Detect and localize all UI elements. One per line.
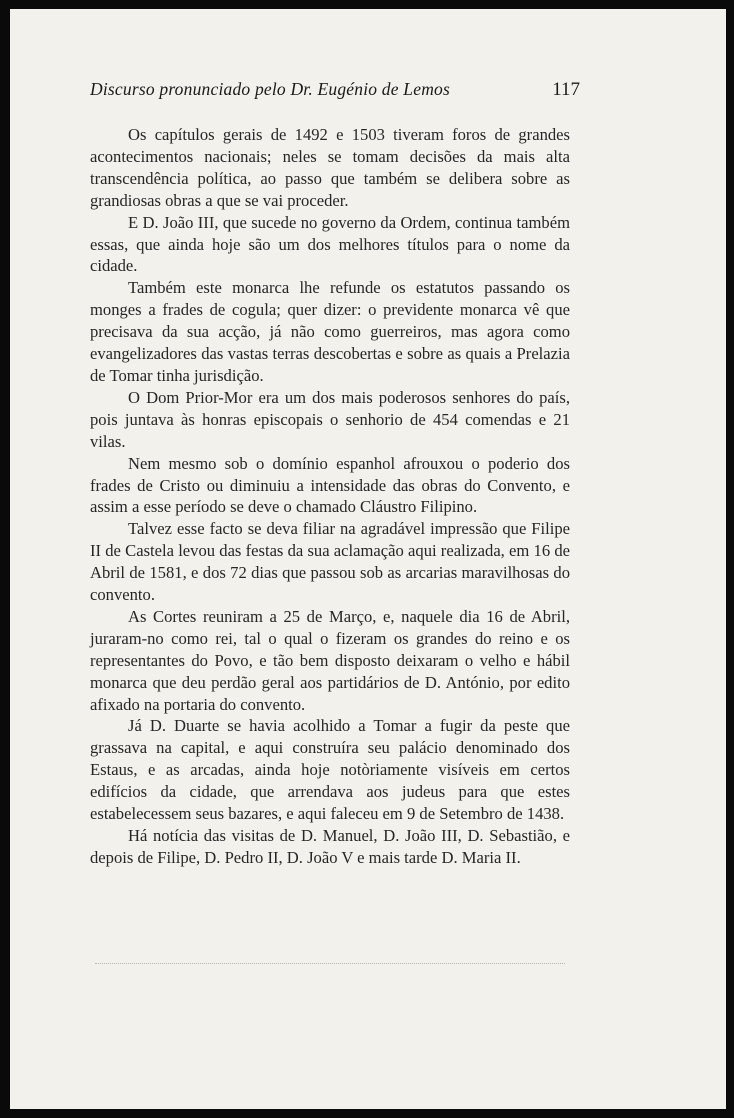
paragraph: Os capítulos gerais de 1492 e 1503 tiveram foros de grandes acontecimentos nacionais; neles se tomam decisões da mais alta transcendência política, ao passo que também se delibera sobre as grandiosas obras a que se vai proceder.	[90, 125, 570, 210]
paragraph: Talvez esse facto se deva filiar na agradável impressão que Filipe II de Castela levou das festas da sua aclamação aqui realizada, em 16 de Abril de 1581, e dos 72 dias que passou sob as arcarias maravilhosas do convento.	[90, 519, 570, 605]
paragraph: Nem mesmo sob o domínio espanhol afrouxou o poderio dos frades de Cristo ou diminuiu a intensidade das obras do Convento, e assim a esse período se deve o chamado Cláustro Filipino.	[90, 453, 570, 517]
paragraph: Há notícia das visitas de D. Manuel, D. João III, D. Sebastião, e depois de Filipe, D. Pedro II, D. João V e mais tarde D. Maria II.	[90, 826, 570, 867]
paragraph: Já D. Duarte se havia acolhido a Tomar a fugir da peste que grassava na capital, e aqui construíra seu palácio denominado dos Estaus, e as arcadas, ainda hoje notòriamente visíveis em certos edifícios da cidade, que arrendava aos judeus para que estes estabelecessem seus bazares, e aqui faleceu em 9 de Setembro de 1438.	[90, 716, 570, 824]
book-page	[10, 9, 726, 1109]
paragraph: E D. João III, que sucede no governo da Ordem, continua também essas, que ainda hoje são um dos melhores títulos para o nome da cidade.	[90, 212, 570, 276]
paragraph: Também este monarca lhe refunde os estatutos passando os monges a frades de cogula; quer dizer: o previdente monarca vê que precisava da sua acção, já não como guerreiros, mas agora como evangelizadores das vastas terras descobertas e sobre as quais a Prelazia de Tomar tinha jurisdição.	[90, 278, 570, 385]
footer-divider	[95, 963, 565, 964]
running-title: Discurso pronunciado pelo Dr. Eugénio de Lemos	[90, 79, 450, 99]
page-number: 117	[552, 79, 580, 100]
running-header	[90, 79, 580, 101]
paragraph: O Dom Prior-Mor era um dos mais poderosos senhores do país, pois juntava às honras episcopais o senhorio de 454 comendas e 21 vilas.	[90, 387, 570, 451]
paragraph: As Cortes reuniram a 25 de Março, e, naquele dia 16 de Abril, juraram-no como rei, tal o qual o fizeram os grandes do reino e os representantes do Povo, e tão bem disposto deixaram o velho e hábil monarca que deu perdão geral aos partidários de D. António, por edito afixado na portaria do convento.	[90, 606, 570, 714]
body-text	[90, 124, 570, 869]
